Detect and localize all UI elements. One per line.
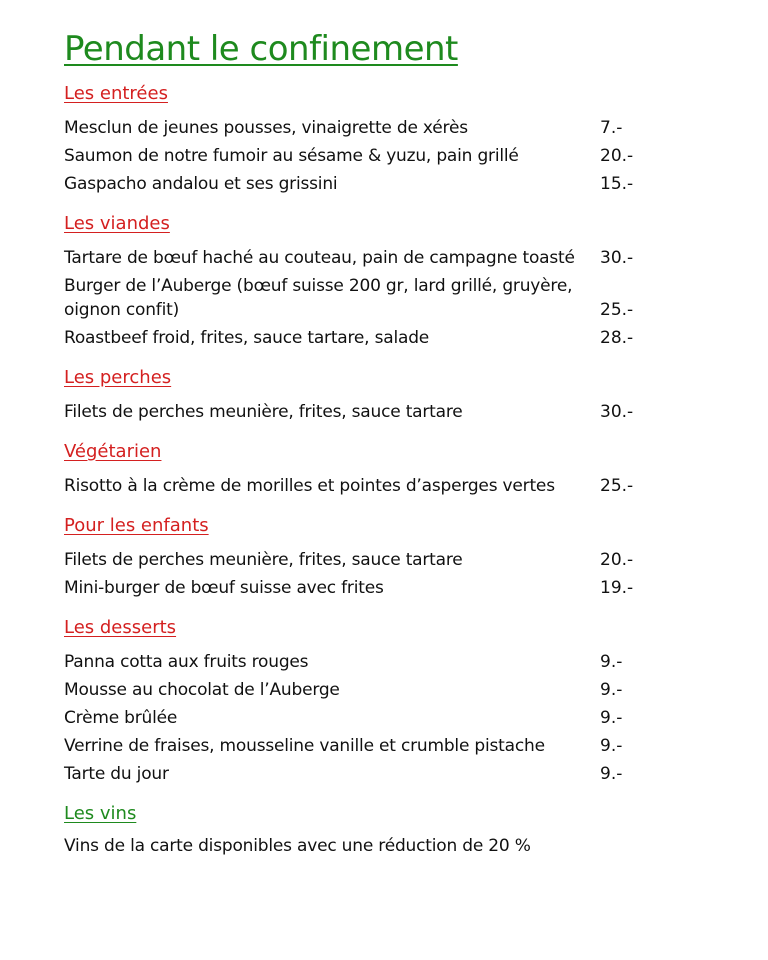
section-title: Végétarien — [64, 441, 162, 462]
menu-sections — [64, 82, 724, 788]
menu-item — [64, 324, 724, 352]
menu-item — [64, 170, 724, 198]
section-title: Les entrées — [64, 83, 168, 104]
menu-item-name: Burger de l’Auberge (bœuf suisse 200 gr, lard grillé, gruyère, oignon confit) — [64, 276, 573, 320]
section-title-wines: Les vins — [64, 803, 137, 824]
menu-item-price: 19.- — [600, 578, 634, 598]
menu-item-name: Filets de perches meunière, frites, sauce tartare — [64, 550, 463, 570]
menu-section — [64, 514, 724, 602]
menu-item — [64, 760, 724, 788]
section-title: Pour les enfants — [64, 515, 209, 536]
menu-item-price: 7.- — [600, 118, 623, 138]
menu-item-name: Mesclun de jeunes pousses, vinaigrette de xérès — [64, 118, 468, 138]
menu-item-name: Mini-burger de bœuf suisse avec frites — [64, 578, 384, 598]
menu-section — [64, 440, 724, 500]
menu-item — [64, 398, 724, 426]
menu-item — [64, 648, 724, 676]
menu-item — [64, 272, 724, 324]
menu-item-price: 20.- — [600, 146, 634, 166]
menu-item-name: Saumon de notre fumoir au sésame & yuzu, pain grillé — [64, 146, 519, 166]
menu-section — [64, 366, 724, 426]
menu-section — [64, 212, 724, 352]
menu-item-name: Verrine de fraises, mousseline vanille et crumble pistache — [64, 736, 545, 756]
menu-item-name: Filets de perches meunière, frites, sauce tartare — [64, 402, 463, 422]
section-wines — [64, 802, 724, 858]
menu-item — [64, 472, 724, 500]
menu-item-name: Roastbeef froid, frites, sauce tartare, salade — [64, 328, 430, 348]
menu-item — [64, 114, 724, 142]
menu-item-price: 15.- — [600, 174, 634, 194]
menu-item-price: 9.- — [600, 680, 623, 700]
menu-item-price: 9.- — [600, 736, 623, 756]
menu-item-price: 30.- — [600, 402, 634, 422]
menu-item-price: 28.- — [600, 328, 634, 348]
menu-item-name: Tartare de bœuf haché au couteau, pain de campagne toasté — [64, 248, 575, 268]
menu-section — [64, 616, 724, 788]
menu-item-name: Gaspacho andalou et ses grissini — [64, 174, 338, 194]
menu-page — [64, 28, 724, 872]
menu-item — [64, 142, 724, 170]
section-title: Les desserts — [64, 617, 177, 638]
menu-item-price: 9.- — [600, 708, 623, 728]
menu-item-price: 9.- — [600, 652, 623, 672]
section-title: Les perches — [64, 367, 172, 388]
menu-item-name: Risotto à la crème de morilles et pointes d’asperges vertes — [64, 476, 555, 496]
menu-item-price: 30.- — [600, 248, 634, 268]
menu-item-price: 25.- — [600, 476, 634, 496]
menu-item-name: Panna cotta aux fruits rouges — [64, 652, 309, 672]
section-title: Les viandes — [64, 213, 170, 234]
menu-title: Pendant le confinement — [64, 29, 458, 69]
menu-item — [64, 732, 724, 760]
menu-item — [64, 244, 724, 272]
menu-item-name: Tarte du jour — [64, 764, 169, 784]
menu-item-name: Crème brûlée — [64, 708, 178, 728]
menu-item — [64, 546, 724, 574]
menu-item — [64, 676, 724, 704]
menu-item-price: 25.- — [600, 300, 634, 320]
menu-item — [64, 704, 724, 732]
menu-item — [64, 574, 724, 602]
menu-item-price: 9.- — [600, 764, 623, 784]
menu-section — [64, 82, 724, 198]
menu-item-price: 20.- — [600, 550, 634, 570]
wines-note: Vins de la carte disponibles avec une réduction de 20 % — [64, 836, 531, 856]
menu-item-name: Mousse au chocolat de l’Auberge — [64, 680, 340, 700]
